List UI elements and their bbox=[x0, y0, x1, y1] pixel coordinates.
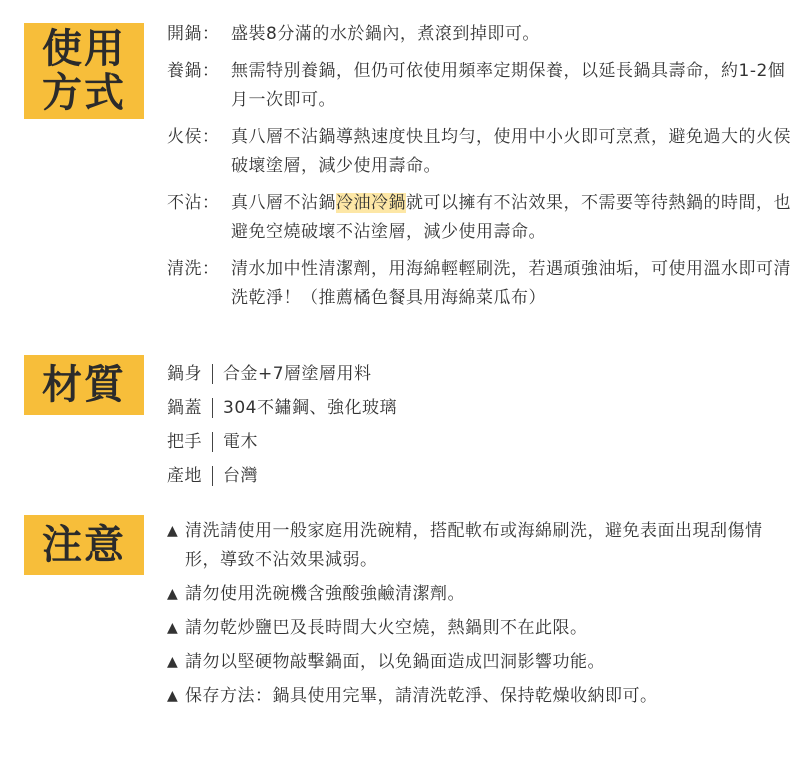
caution-item bbox=[167, 648, 794, 677]
usage-tag-line1: 使用 bbox=[42, 26, 126, 72]
warning-triangle-icon: ▲ bbox=[167, 586, 179, 602]
usage-item-label: 火侯： bbox=[167, 127, 220, 147]
material-label: 把手 bbox=[167, 431, 202, 452]
usage-item bbox=[167, 20, 794, 49]
usage-item-text: 無需特別養鍋，但仍可依使用頻率定期保養，以延長鍋具壽命，約1-2個月一次即可。 bbox=[231, 61, 786, 110]
usage-list bbox=[167, 20, 794, 321]
usage-item-text: 盛裝8分滿的水於鍋內，煮滾到掉即可。 bbox=[231, 24, 540, 44]
usage-text-before: 真八層不沾鍋 bbox=[231, 193, 336, 213]
caution-text: 請勿乾炒鹽巴及長時間大火空燒，熱鍋則不在此限。 bbox=[185, 618, 588, 638]
material-row bbox=[167, 459, 794, 493]
highlighted-phrase: 冷油冷鍋 bbox=[336, 193, 406, 213]
caution-item bbox=[167, 517, 794, 575]
material-label: 鍋身 bbox=[167, 363, 202, 384]
caution-tag: 注意 bbox=[24, 515, 144, 575]
warning-triangle-icon: ▲ bbox=[167, 654, 179, 670]
material-label: 鍋蓋 bbox=[167, 397, 202, 418]
material-row bbox=[167, 425, 794, 459]
caution-text: 清洗請使用一般家庭用洗碗精，搭配軟布或海綿刷洗，避免表面出現刮傷情形，導致不沾效果減弱。 bbox=[185, 521, 763, 570]
divider bbox=[212, 398, 213, 418]
caution-item bbox=[167, 580, 794, 609]
usage-item bbox=[167, 123, 794, 181]
usage-tag-line2: 方式 bbox=[42, 70, 126, 116]
caution-item bbox=[167, 682, 794, 711]
material-label: 產地 bbox=[167, 465, 202, 486]
divider bbox=[212, 432, 213, 452]
usage-item-label: 開鍋： bbox=[167, 24, 220, 44]
material-row bbox=[167, 357, 794, 391]
usage-item-text: 清水加中性清潔劑，用海綿輕輕刷洗，若遇頑強油垢，可使用溫水即可清洗乾淨！（推薦橘色餐具用海綿菜瓜布） bbox=[231, 259, 791, 308]
usage-tag bbox=[24, 23, 144, 119]
material-tag: 材質 bbox=[24, 355, 144, 415]
material-value: 304不鏽鋼、強化玻璃 bbox=[223, 397, 397, 418]
usage-item-text: 真八層不沾鍋導熱速度快且均勻，使用中小火即可烹煮，避免過大的火侯破壞塗層，減少使用壽命。 bbox=[231, 127, 791, 176]
material-row bbox=[167, 391, 794, 425]
material-value: 電木 bbox=[223, 431, 258, 452]
caution-text: 請勿使用洗碗機含強酸強鹼清潔劑。 bbox=[185, 584, 465, 604]
caution-text: 請勿以堅硬物敲擊鍋面，以免鍋面造成凹洞影響功能。 bbox=[185, 652, 605, 672]
material-list bbox=[167, 357, 794, 493]
usage-item bbox=[167, 255, 794, 313]
divider bbox=[212, 364, 213, 384]
warning-triangle-icon: ▲ bbox=[167, 688, 179, 704]
material-value: 合金+7層塗層用料 bbox=[223, 363, 372, 384]
usage-item bbox=[167, 57, 794, 115]
usage-item-text bbox=[231, 189, 794, 247]
usage-item-label: 養鍋： bbox=[167, 61, 220, 81]
warning-triangle-icon: ▲ bbox=[167, 523, 179, 539]
caution-text: 保存方法：鍋具使用完畢，請清洗乾淨、保持乾燥收納即可。 bbox=[185, 686, 658, 706]
usage-item bbox=[167, 189, 794, 247]
divider bbox=[212, 466, 213, 486]
warning-triangle-icon: ▲ bbox=[167, 620, 179, 636]
usage-item-label: 不沾： bbox=[167, 193, 220, 213]
caution-list bbox=[167, 517, 794, 716]
caution-item bbox=[167, 614, 794, 643]
usage-text-after: 就可以擁有不沾效果，不需要等待熱鍋的時間，也避免空燒破壞不沾塗層，減少使用壽命。 bbox=[231, 193, 791, 242]
usage-item-label: 清洗： bbox=[167, 259, 220, 279]
material-value: 台灣 bbox=[223, 465, 258, 486]
